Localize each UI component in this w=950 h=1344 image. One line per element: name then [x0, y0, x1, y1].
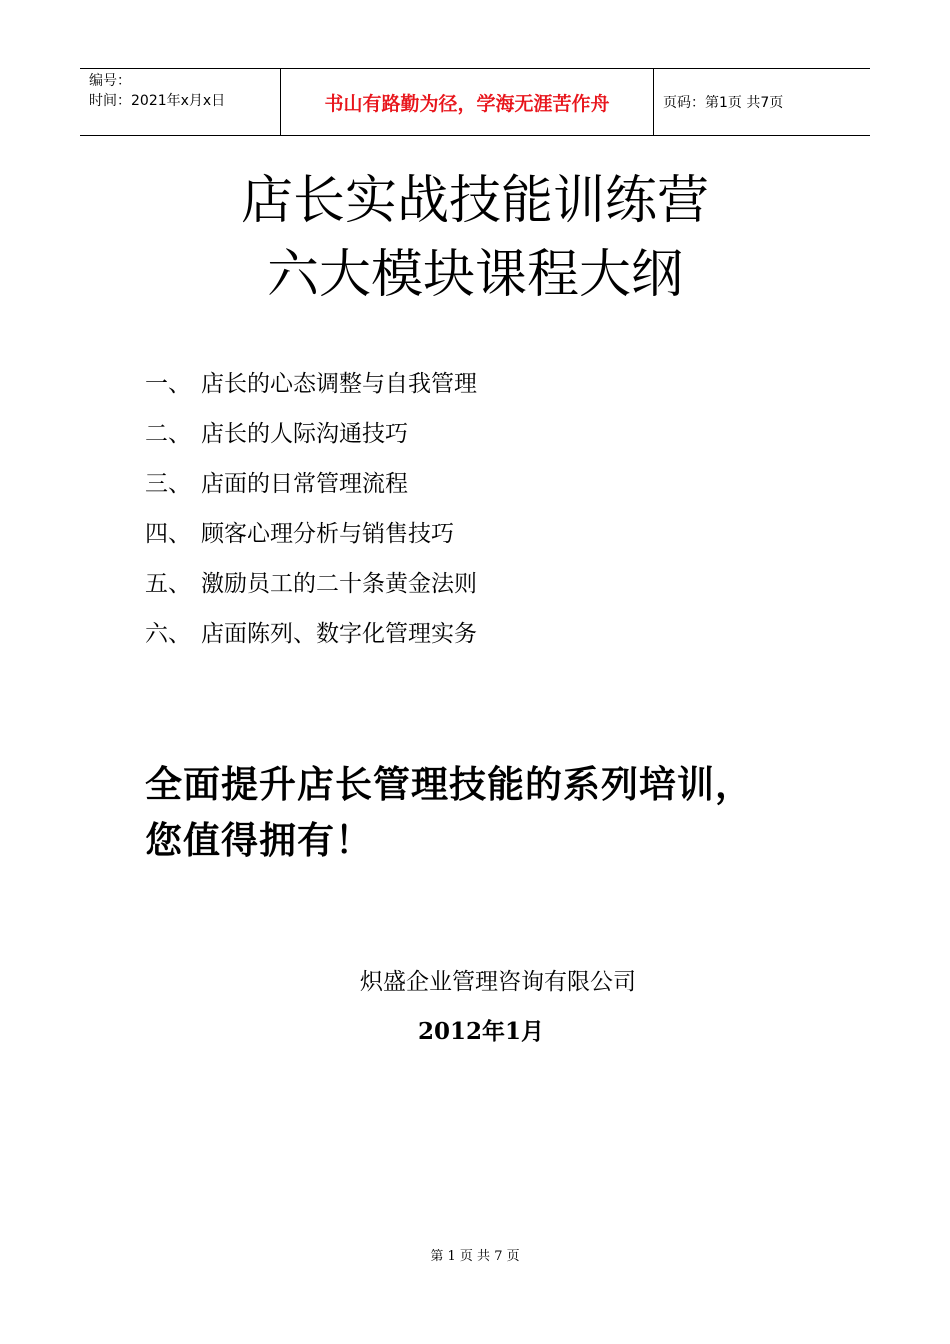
- module-text: 顾客心理分析与销售技巧: [201, 521, 454, 547]
- document-header: [80, 68, 870, 136]
- module-text: 激励员工的二十条黄金法则: [201, 571, 477, 597]
- module-number: 二、: [145, 421, 191, 447]
- slogan-line-1: 全面提升店长管理技能的系列培训，: [145, 762, 753, 806]
- time-label: 时间：2021年x月x日: [89, 93, 226, 109]
- header-meta: [80, 69, 281, 135]
- page-footer: 第 1 页 共 7 页: [430, 1249, 520, 1264]
- company-name: 炽盛企业管理咨询有限公司: [360, 969, 636, 995]
- title-line-1: 店长实战技能训练营: [240, 171, 709, 231]
- header-motto: 书山有路勤为径，学海无涯苦作舟: [281, 69, 654, 135]
- module-number: 一、: [145, 371, 191, 397]
- module-item: [145, 462, 477, 512]
- module-item: [145, 412, 477, 462]
- document-date: 2012年1月: [418, 1018, 545, 1045]
- header-page-info: 页码：第1页 共7页: [663, 95, 784, 111]
- module-number: 三、: [145, 471, 191, 497]
- module-number: 五、: [145, 571, 191, 597]
- module-text: 店面陈列、数字化管理实务: [201, 621, 477, 647]
- module-list: [145, 362, 477, 662]
- module-text: 店长的心态调整与自我管理: [201, 371, 477, 397]
- number-label: 编号：: [89, 73, 131, 89]
- title-line-2: 六大模块课程大纲: [266, 245, 683, 305]
- slogan-line-2: 您值得拥有！: [145, 818, 373, 862]
- module-item: [145, 562, 477, 612]
- module-text: 店面的日常管理流程: [201, 471, 408, 497]
- module-number: 六、: [145, 621, 191, 647]
- module-item: [145, 612, 477, 662]
- module-text: 店长的人际沟通技巧: [201, 421, 408, 447]
- module-item: [145, 362, 477, 412]
- slogan: [145, 756, 845, 868]
- module-number: 四、: [145, 521, 191, 547]
- module-item: [145, 512, 477, 562]
